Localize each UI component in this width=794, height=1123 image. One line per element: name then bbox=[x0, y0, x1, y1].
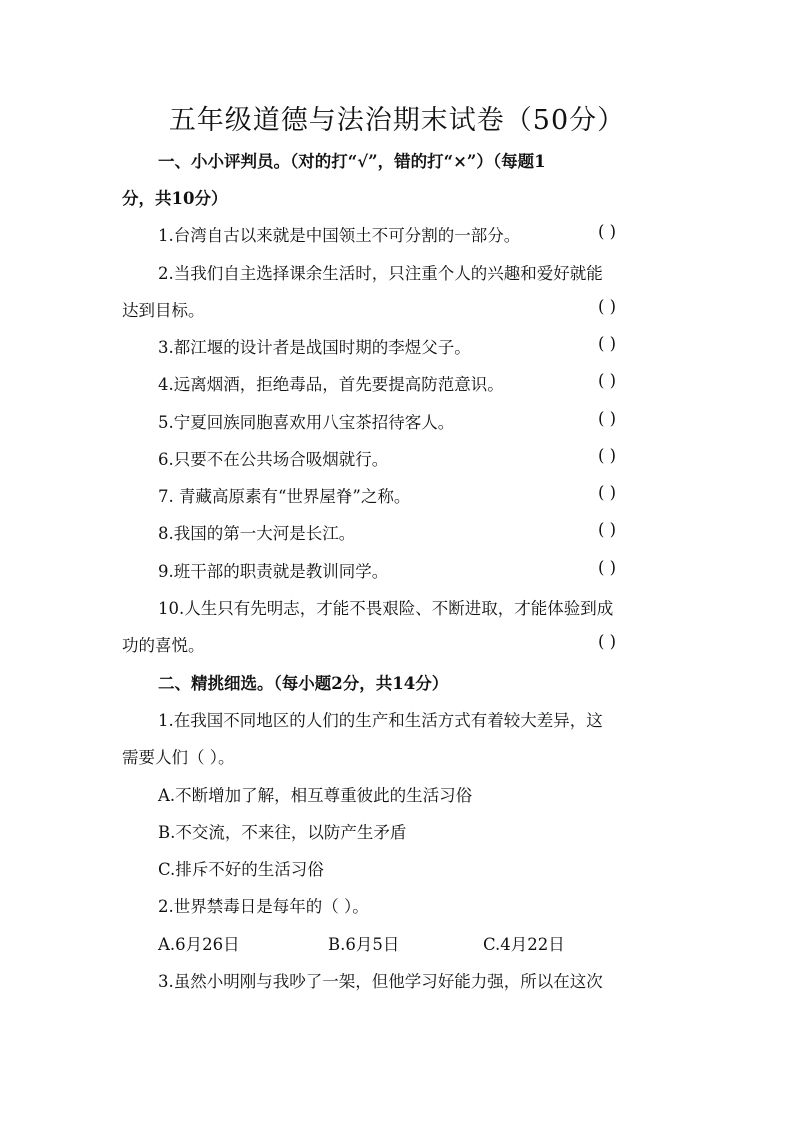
page-title: 五年级道德与法治期末试卷（50分） bbox=[168, 105, 626, 136]
answer-blank: ( ) bbox=[598, 558, 617, 577]
s1-item-7: 7. 青藏高原素有“世界屋脊”之称。 bbox=[158, 487, 411, 506]
s2-q2-option-c: C.4月22日 bbox=[483, 935, 565, 954]
s1-item-3: 3.都江堰的设计者是战国时期的李煜父子。 bbox=[158, 338, 471, 357]
answer-blank: ( ) bbox=[598, 520, 617, 539]
s2-question-1-cont: 需要人们（ ）。 bbox=[122, 748, 235, 767]
answer-blank: ( ) bbox=[598, 297, 617, 316]
s1-item-6: 6.只要不在公共场合吸烟就行。 bbox=[158, 450, 389, 469]
answer-blank: ( ) bbox=[598, 632, 617, 651]
answer-blank: ( ) bbox=[598, 334, 617, 353]
s2-q2-option-a: A.6月26日 bbox=[158, 935, 240, 954]
s1-item-10: 10.人生只有先明志，才能不畏艰险、不断进取，才能体验到成 bbox=[158, 599, 614, 618]
s1-item-4: 4.远离烟酒，拒绝毒品，首先要提高防范意识。 bbox=[158, 375, 504, 394]
s2-q1-option-c: C.排斥不好的生活习俗 bbox=[158, 860, 324, 879]
section2-header: 二、精挑细选。（每小题2分，共14分） bbox=[158, 674, 449, 693]
answer-blank: ( ) bbox=[598, 222, 617, 241]
s1-item-5: 5.宁夏回族同胞喜欢用八宝茶招待客人。 bbox=[158, 413, 455, 432]
s1-item-9: 9.班干部的职责就是教训同学。 bbox=[158, 562, 389, 581]
s2-q1-option-a: A.不断增加了解，相互尊重彼此的生活习俗 bbox=[158, 786, 473, 805]
s1-item-2: 2.当我们自主选择课余生活时，只注重个人的兴趣和爱好就能 bbox=[158, 264, 603, 283]
s1-item-8: 8.我国的第一大河是长江。 bbox=[158, 524, 356, 543]
s2-q1-option-b: B.不交流，不来往，以防产生矛盾 bbox=[158, 823, 407, 842]
s1-item-2-cont: 达到目标。 bbox=[122, 301, 205, 320]
answer-blank: ( ) bbox=[598, 371, 617, 390]
s2-question-2: 2.世界禁毒日是每年的（ ）。 bbox=[158, 897, 369, 916]
s2-question-1: 1.在我国不同地区的人们的生产和生活方式有着较大差异，这 bbox=[158, 711, 603, 730]
s1-item-1: 1.台湾自古以来就是中国领土不可分割的一部分。 bbox=[158, 226, 521, 245]
s2-q2-option-b: B.6月5日 bbox=[328, 935, 400, 954]
section1-header: 一、小小评判员。（对的打“√”，错的打“×”）（每题1 bbox=[158, 152, 546, 171]
s1-item-10-cont: 功的喜悦。 bbox=[122, 636, 205, 655]
answer-blank: ( ) bbox=[598, 409, 617, 428]
answer-blank: ( ) bbox=[598, 483, 617, 502]
s2-question-3: 3.虽然小明刚与我吵了一架，但他学习好能力强，所以在这次 bbox=[158, 972, 603, 991]
section1-header-cont: 分，共10分） bbox=[122, 189, 228, 208]
answer-blank: ( ) bbox=[598, 446, 617, 465]
